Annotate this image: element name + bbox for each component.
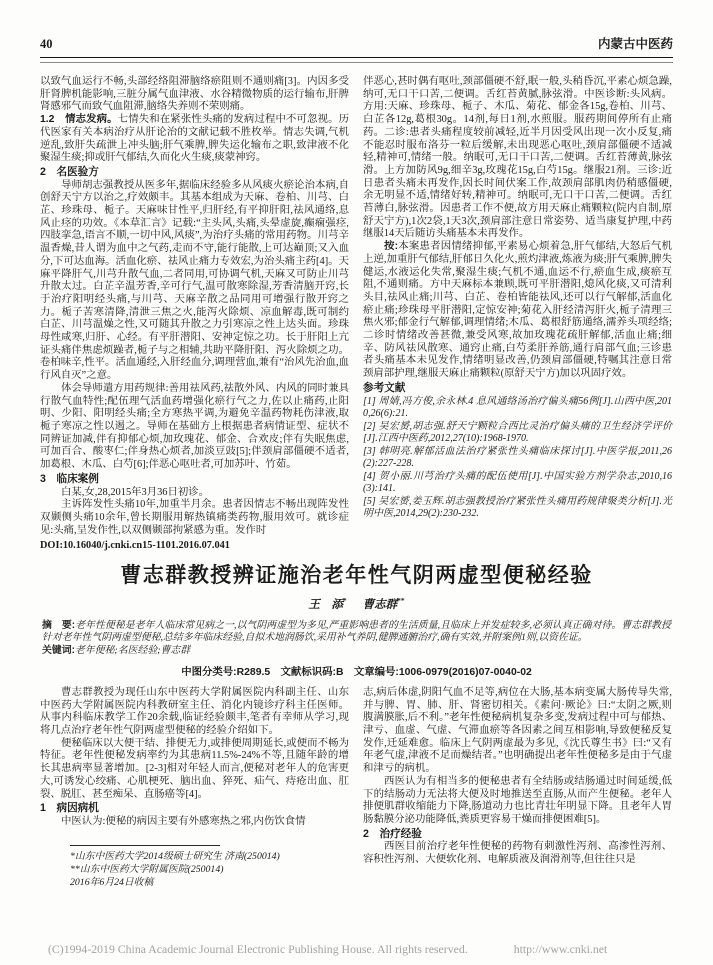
paragraph: 按:本案患者因情绪抑郁,平素易心烦着急,肝气郁结,大怒后气机上逆,加重肝气郁结,肝郁日久化火,煎灼津液,炼液为痰;肝气乘脾,脾失健运,水液运化失常,聚湿生痰;气机不通,血运不行,瘀血生成,痰瘀互阻,不通则痛。方中天麻标本兼顾,既可平肝潜阳,熄风化痰,又可清利头目,祛风止痛;川芎、白芷、卷柏皆能祛风,还可以行气解郁,活血化瘀止痛;珍珠母平肝潜阳,定惊安神;菊花入肝经清泻肝火,栀子清理三焦火邪;郁金行气解郁,调理情绪;木瓜、葛根舒筋通络,濡养头项经络;二诊时情绪改善甚微,兼受风寒,故加玫瑰花疏肝解郁,活血止痛;细辛、防风祛风散寒、通窍止痛,白芍柔肝养筋,通行肩部气血;三诊患者头痛基本未见发作,情绪明显改善,仍颈肩部僵硬,特嘱其注意日常颈肩部护理,继服天麻止痛颗粒(原舒天宁方)加以巩固疗效。 — [363, 241, 672, 380]
paragraph: 曹志群教授为现任山东中医药大学附属医院内科副主任、山东中医药大学附属医院内科教研室主任、消化内镜诊疗科主任医师。从事内科临床教学工作20余载,临证经验颇丰,笔者有幸师从学习,现将几点治疗老年性气阴两虚型便秘的经验介绍如下。 — [40, 686, 349, 737]
footnote-line: 2016年6月24日收稿 — [70, 877, 154, 889]
copyright-text: (C)1994-2019 China Academic Journal Electronic Publishing House. All rights reserved. — [48, 942, 468, 956]
article2-body — [40, 687, 673, 889]
footnote-rule — [70, 845, 220, 846]
section-heading: 1 病因病机 — [40, 802, 99, 815]
article2-title: 曹志群教授辨证施治老年性气阴两虚型便秘经验 — [120, 564, 593, 588]
paragraph: 中医认为:便秘的病因主要有外感寒热之邪,内伤饮食情 — [61, 815, 306, 827]
paragraph: 导师胡志强教授从医多年,据临床经验多从风痰火瘀论治本病,自创舒天宁方以治之,疗效颇丰。其基本组成为天麻、卷柏、川芎、白芷、珍珠母、栀子。天麻味甘性平,归肝经,有平抑肝阳,祛风通络,息风止痉的功效。《本草汇言》记载:“主头风,头痛,头晕虚旋,癫痫强痉,四肢挛急,语言不顺,一切中风,风痰”,为治疗头痛的常用药物。川芎辛温香燥,昔人谓为血中之气药,走而不守,能行能散,上可达巅顶;又入血分,下可达血海。活血化瘀、祛风止痛力专效宏,为治头痛主药[4]。天麻平降肝气,川芎升散气血,二者同用,可协调气机,天麻又可防止川芎升散太过。白芷辛温芳香,辛可行气,温可散寒除湿,芳香清脑开窍,长于治疗阳明经头痛,与川芎、天麻辛散之品同用可增强行散开窍之力。栀子苦寒清降,清泄三焦之火,能泻火除烦、凉血解毒,既可制约白芷、川芎温燥之性,又可随其升散之力引寒凉之性上达头面。珍珠母性咸寒,归肝、心经。有平肝潜阳、安神定惊之功。长于肝阳上亢证头痛伴焦虑烦躁者,栀子与之相辅,共助平降肝阳、泻火除烦之功。卷柏味辛,性平。活血通经,入肝经血分,调理营血,兼有“治风先治血,血行风自灭”之意。 — [40, 179, 349, 382]
footer-url: http://www.cnki.net — [513, 942, 608, 956]
page-footer — [48, 942, 673, 957]
footnote-line: *山东中医药大学2014级硕士研究生 济南(250014) — [70, 850, 280, 862]
footnote-lines — [40, 850, 349, 890]
paragraph: 1.2 情志发病。七情失和在紧张性头痛的发病过程中不可忽视。历代医家有关本病治疗从肝论治的文献记载不胜枚举。情志失调,气机逆乱,致肝失疏泄上冲头脑;肝气乘脾,脾失运化输布之职,致津液不化聚湿生痰;抑或肝气郁结,久而化火生痰,痰蒙神窍。 — [40, 114, 350, 164]
author-affiliation-mark: * — [342, 596, 347, 606]
paragraph: 白某,女,28,2015年3月36日初诊。 — [61, 486, 210, 498]
author-affiliation-mark: ** — [397, 596, 405, 606]
paragraph: 西医认为有相当多的便秘患者有全结肠或结肠通过时间延缓,低下的结肠动力无法将大便及时地推送至直肠,从而产生便秘。老年人排便肌群收缩能力下降,肠道动力也比青壮年明显下降。且老年人胃肠黏膜分泌功能降低,粪质更容易干燥而排便困难[5]。 — [363, 775, 672, 825]
paragraph: 以致气血运行不畅,头部经络阻滞脑络瘀阻则不通则痛[3]。内因多受肝肾脾机能影响,三脏分属气血津液、水谷精微物质的运行输布,肝脾肾感邪气而致气血阻滞,脑络失养则不荣则痛。 — [40, 76, 349, 113]
doi-line: DOI:10.16040/j.cnki.cn15-1101.2016.07.041 — [40, 540, 230, 552]
article1-left-column — [40, 76, 349, 553]
page-header — [40, 34, 673, 58]
article1-right-column — [363, 76, 672, 553]
abstract-label: 摘 要: — [42, 620, 76, 632]
section-heading: 参考文献 — [363, 381, 406, 394]
abstract — [42, 620, 671, 645]
journal-title: 内蒙古中医药 — [597, 37, 673, 51]
footnote-line: **山东中医药大学附属医院(250014) — [70, 863, 224, 875]
keywords-label: 关键词: — [42, 644, 75, 656]
page-number: 40 — [40, 37, 53, 51]
reference-item: [2] 吴宏赟,胡志强.舒天宁颗粒合西比灵治疗偏头痛的卫生经济学评价[J].江西中医药,2012,27(10):1968-1970. — [363, 420, 672, 445]
keywords — [42, 645, 671, 657]
article2-left-column — [40, 687, 349, 889]
article2-header — [40, 559, 673, 678]
paragraph: 志,病后体虚,阴阳气血不足等,病位在大肠,基本病变属大肠传导失常,并与脾、胃、肺、肝、肾密切相关。《素问·厥论》曰:“太阴之厥,则腹满膜胀,后不利。”老年性便秘病机复杂多变,发病过程中可与郁热、津亏、血虚、气虚、气滞血瘀等各因素之间互相影响,导致便秘反复发作,迁延难愈。临床上气阴两虚最为多见,《沈氏尊生书》曰:“又有年老气虚,津液不足而燥结者。”也明确提出老年性便秘多是由于气虚和津亏的病机。 — [363, 686, 672, 775]
page-content — [40, 76, 673, 889]
paragraph: 主诉阵发性头痛10年,加重半月余。患者因情志不畅出现阵发性双颞侧头痛10余年,曾长期服用解热镇痛类药物,服用效可。就诊症见:头痛,呈发作性,以双侧颞部拘紧感为重。发作时 — [40, 499, 349, 536]
paragraph-label: 1.2 情志发病。 — [40, 114, 118, 126]
author-name: 曹志群 — [362, 599, 398, 612]
section-heading: 2 名医验方 — [40, 165, 99, 178]
author-name: 王 添 — [308, 599, 343, 612]
reference-item: [4] 贺小丽.川芎治疗头痛的配伍使用[J].中国实验方剂学杂志,2010,16(3):141. — [363, 470, 672, 495]
article2-right-column — [363, 687, 672, 889]
header-rule — [40, 62, 673, 63]
footnote-block — [40, 845, 349, 890]
abstract-text: 老年性便秘是老年人临床常见病之一,以气阴两虚型为多见,严重影响患者的生活质量,且临床上并发症较多,必须认真正确对待。曹志群教授针对老年性气阴两虚型便秘,总结多年临床经验,自拟术地润肠饮,采用补气养阴,健脾通腑治疗,确有实效,并附案例1则,以资佐证。 — [42, 620, 671, 644]
classification-line: 中图分类号:R289.5 文献标识码:B 文章编号:1006-0979(2016)07-0040-02 — [181, 666, 532, 678]
keywords-text: 老年便秘;名医经验;曹志群 — [74, 644, 191, 656]
paragraph: 西医目前治疗老年性便秘的药物有刺激性泻剂、高渗性泻剂、容积性泻剂、大便软化剂、电解质液及润滑剂等,但往往只是 — [363, 841, 672, 866]
paragraph-label: 按: — [384, 241, 399, 253]
section-heading: 3 临床案例 — [40, 472, 99, 485]
section-heading: 2 治疗经验 — [363, 827, 422, 840]
reference-item: [5] 吴宏赟,姜玉辉.胡志强教授治疗紧张性头痛用药规律聚类分析[J].光明中医,2014,29(2):230-232. — [363, 495, 672, 520]
article1-body — [40, 76, 673, 553]
article2-left-text — [40, 687, 349, 829]
article2-authors — [40, 596, 673, 612]
reference-item: [1] 周婧,冯方俊,余永林.4 息风通络汤治疗偏头痛56例[J].山西中医,2010,26(6):21. — [363, 395, 672, 420]
paragraph: 体会导师遣方用药规律:善用祛风药,祛散外风、内风的同时兼具行散气血特性;配伍理气活血药增强化瘀行气之力,佐以止痛药,止阳明、少阳、阳明经头痛;全方寒热平调,为避免辛温药物耗伤津液,取栀子寒凉之性以遏之。导师在基础方上根据患者病情证型、症状不同辨证加减,伴有抑郁心烦,加玫瑰花、郁金、合欢皮;伴有失眠焦虑,可加百合、酸枣仁;伴身热心烦者,加淡豆豉[5];伴颈肩部僵硬不适者,加葛根、木瓜、白芍[6];伴恶心呕吐者,可加苏叶、竹茹。 — [40, 382, 349, 471]
reference-item: [3] 韩明亮.解郁活血法治疗紧张性头痛临床探讨[J].中医学报,2011,26(2):227-228. — [363, 445, 672, 470]
paragraph: 伴恶心,甚时偶有呕吐,颈部僵硬不舒,眠一般,头稍昏沉,平素心烦急躁,纳可,无口干口苦,二便调。舌红苔黄腻,脉弦滑。中医诊断:头风病。方用:天麻、珍珠母、栀子、木瓜、菊花、郁金各15g,卷柏、川芎、白芷各12g,葛根30g。14剂,每日1剂,水煎服。服药期间停所有止痛药。二诊:患者头痛程度较前减轻,近半月因受风出现一次小反复,痛不能忍时服布洛芬一粒后缓解,未出现恶心呕吐,颈肩部僵硬不适减轻,精神可,情绪一般。纳眠可,无口干口苦,二便调。舌红苔薄黄,脉弦滑。上方加防风9g,细辛3g,玫瑰花15g,白芍15g。继服21剂。三诊:近日患者头痛未再发作,因长时间伏案工作,故颈肩部肌肉仍稍感僵硬,余无明显不适,情绪好转,精神可。纳眠可,无口干口苦,二便调。舌红苔薄白,脉弦滑。因患者工作不便,故方用天麻止痛颗粒(院内自制,原舒天宁方),1次2袋,1天3次,颈肩部注意日常姿势、适当康复护理,中药继服14天后随访头痛基本未再发作。 — [363, 76, 672, 240]
paragraph: 便秘临床以大便干结、排便无力,或排便周期延长,或便而不畅为特征。老年性便秘发病率约为其患病11.5%-24%不等,且随年龄的增长其患病率显著增加。[2-3]相对年轻人而言,便秘对老年人的危害更大,可诱发心绞痛、心肌梗死、脑出血、猝死、疝气、痔疮出血、肛裂、脱肛、甚至痴呆、直肠癌等[4]。 — [40, 737, 349, 800]
